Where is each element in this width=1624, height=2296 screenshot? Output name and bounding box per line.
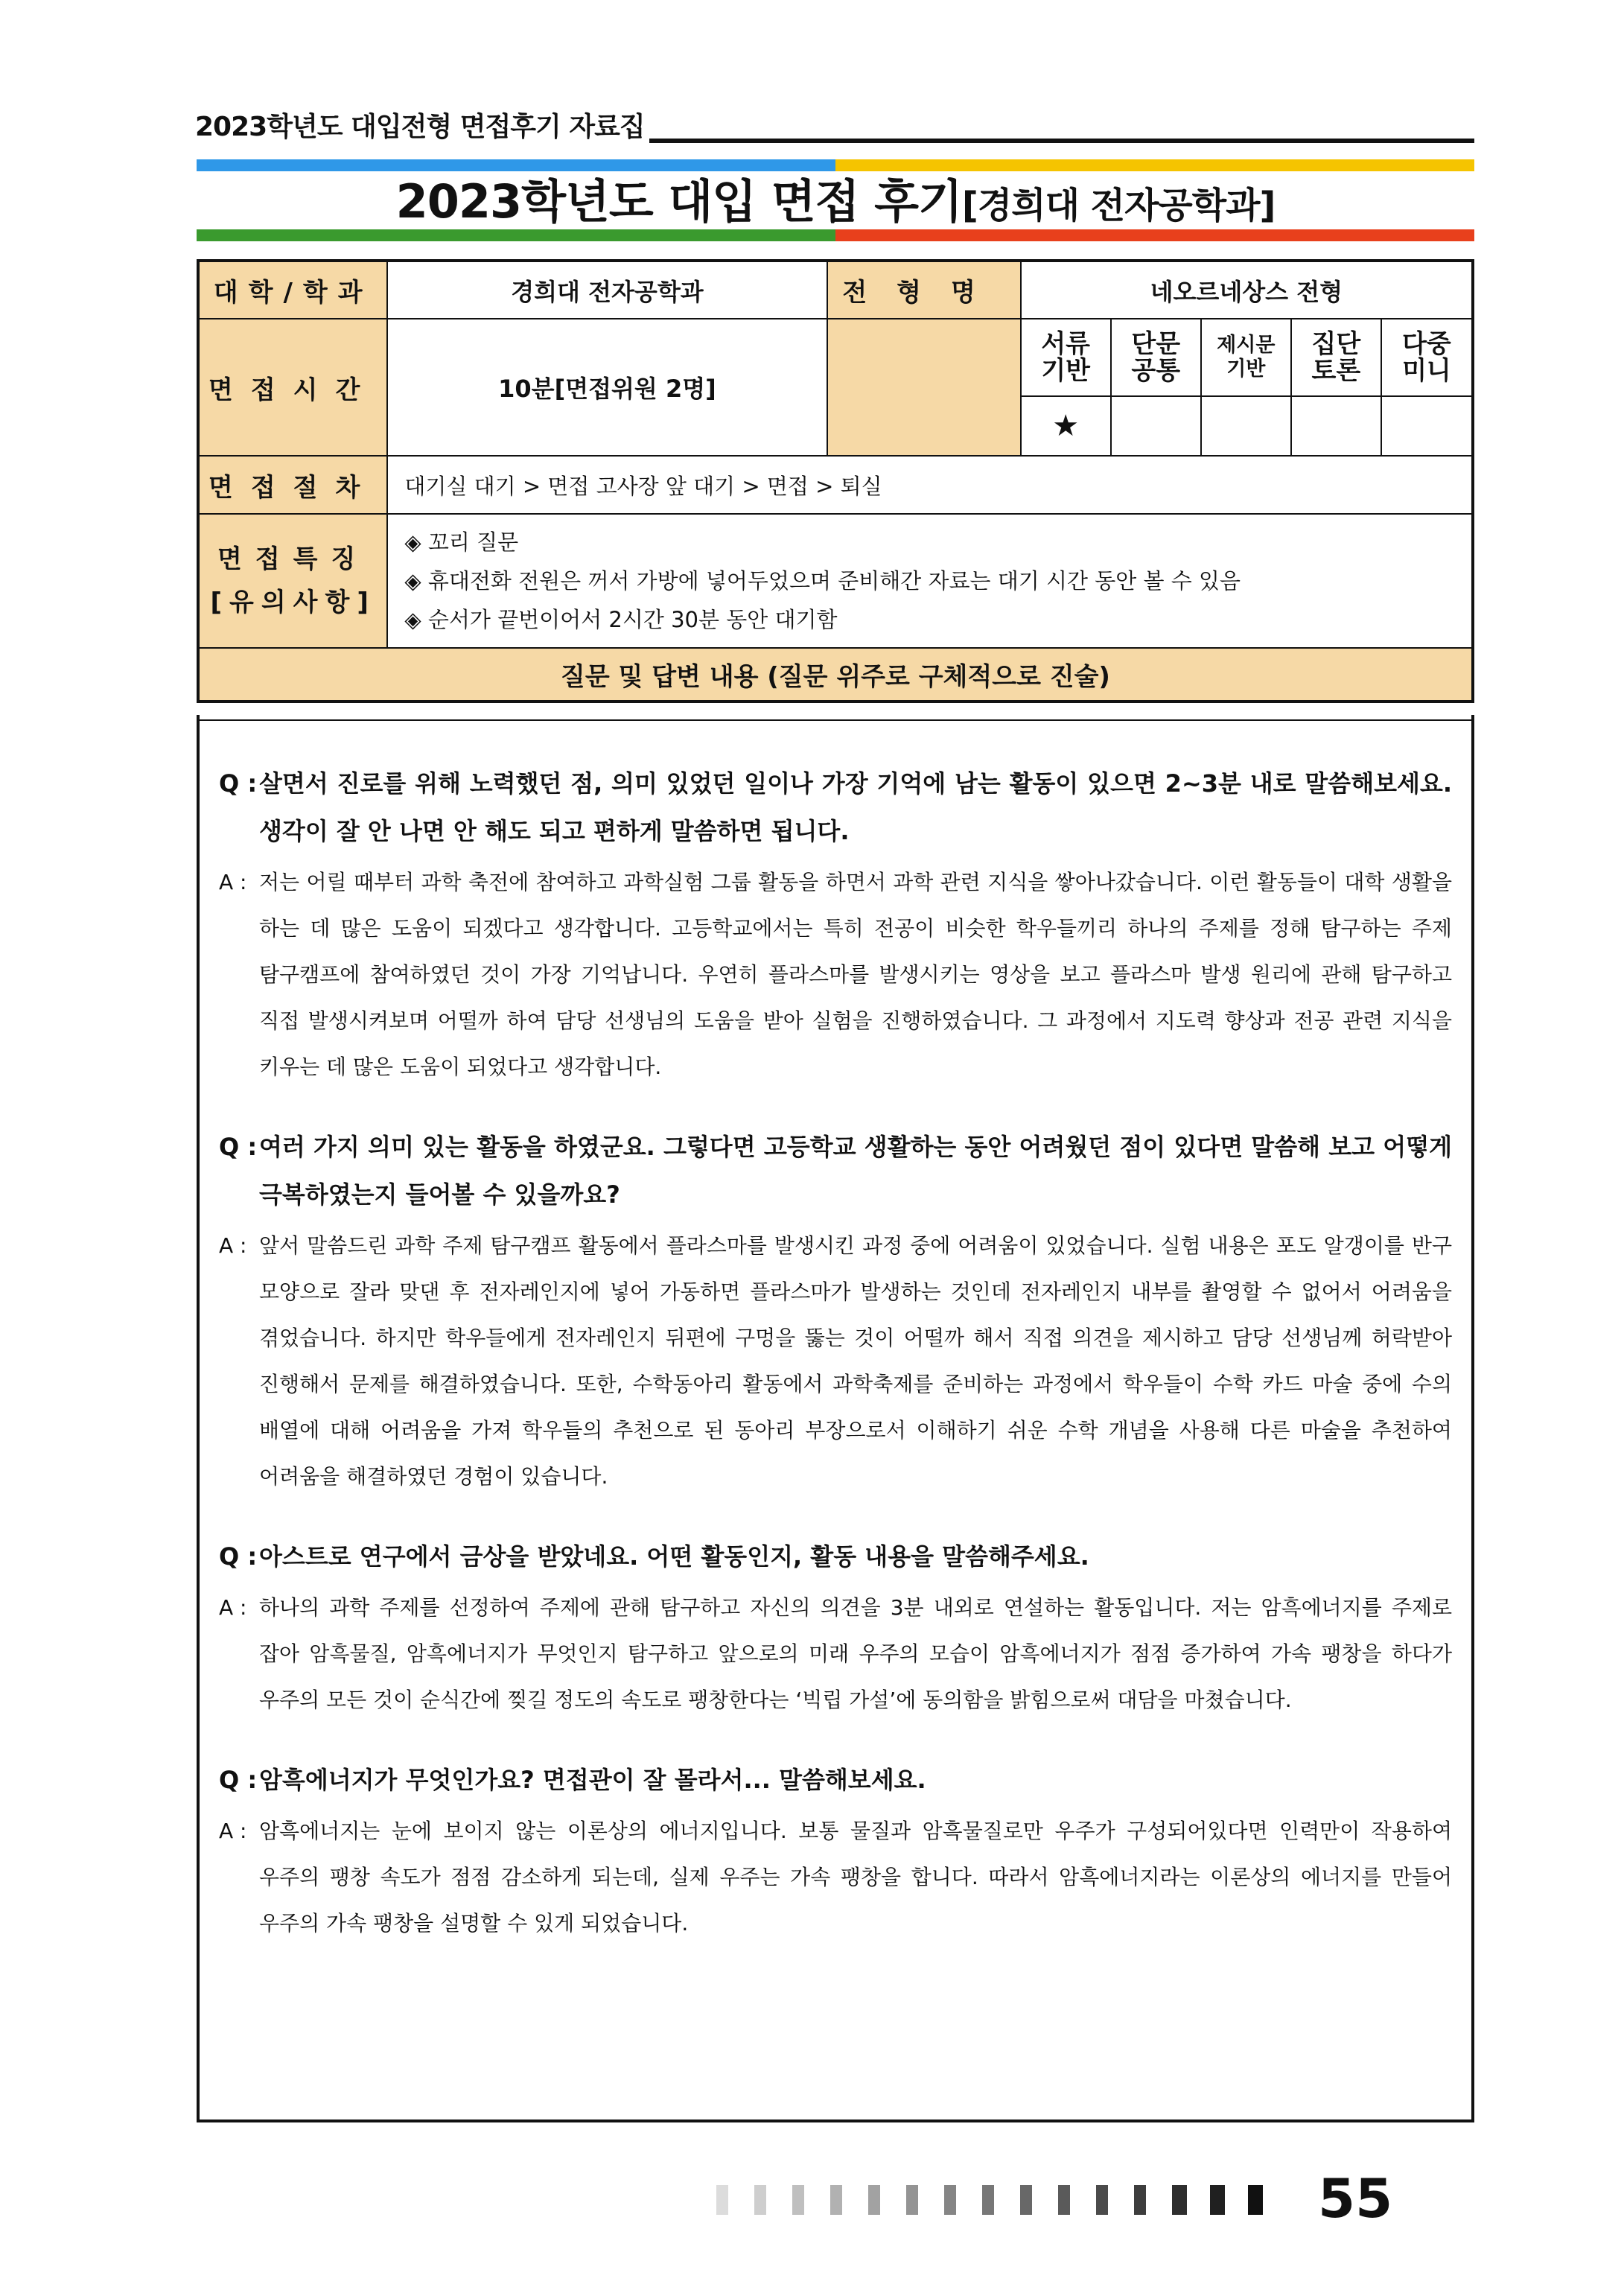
answer: A : 암흑에너지는 눈에 보이지 않는 이론상의 에너지입니다. 보통 물질과 암흑물질로만 우주가 구성되어있다면 인력만이 작용하여 우주의 팽창 속도가 점점 감소하게 되는데, 실제 우주는 가속 팽창을 합니다. 따라서 암흑에너지라는 이론상의 에너지를 만들어 우주의 가속 팽창을 설명할 수 있게 되었습니다. <box>219 1819 1452 1936</box>
footer-block <box>716 2185 728 2215</box>
time-label: 면접시간 <box>198 319 387 456</box>
star-mark-doc-based: ★ <box>1021 396 1111 456</box>
mark-multi-mini <box>1381 396 1473 456</box>
footer-block <box>830 2185 842 2215</box>
title-banner <box>197 159 1474 241</box>
footer-block <box>1210 2185 1225 2215</box>
qa-item <box>219 760 1452 1090</box>
type-multi-mini: 다중 미니 <box>1381 319 1473 396</box>
banner-bar-blue <box>197 159 835 171</box>
qa-content <box>219 760 1452 1979</box>
page-footer <box>716 2169 1446 2228</box>
footer-block <box>1134 2185 1146 2215</box>
question: Q : 살면서 진로를 위해 노력했던 점, 의미 있었던 일이나 가장 기억에 남는 활동이 있으면 2~3분 내로 말씀해보세요. 생각이 잘 안 나면 안 해도 되고 편하게 말씀하면 됩니다. <box>219 769 1453 845</box>
running-header-title: 2023학년도 대입전형 면접후기 자료집 <box>195 112 645 142</box>
type-value: 네오르네상스 전형 <box>1021 261 1473 319</box>
type-label: 전형명 <box>827 261 1021 319</box>
footer-block <box>1172 2185 1187 2215</box>
qa-panel <box>197 715 1474 2122</box>
univ-label: 대학/학과 <box>198 261 387 319</box>
qa-section-title: 질문 및 답변 내용 (질문 위주로 구체적으로 진술) <box>198 648 1473 702</box>
header-rule <box>649 139 1474 143</box>
footer-block <box>944 2185 956 2215</box>
page-title-sub: [경희대 전자공학과] <box>961 185 1276 226</box>
banner-bar-red <box>835 229 1474 241</box>
univ-value: 경희대 전자공학과 <box>387 261 827 319</box>
mark-short-common <box>1111 396 1201 456</box>
question: Q : 아스트로 연구에서 금상을 받았네요. 어떤 활동인지, 활동 내용을 말씀해주세요. <box>219 1542 1089 1571</box>
feature-item: ◈ 휴대전화 전원은 꺼서 가방에 넣어두었으며 준비해간 자료는 대기 시간 동안 볼 수 있음 <box>404 568 1241 594</box>
qa-item <box>219 1533 1452 1723</box>
type-group-discussion: 집단 토론 <box>1291 319 1381 396</box>
answer: A : 하나의 과학 주제를 선정하여 주제에 관해 탐구하고 자신의 의견을 3분 내외로 연설하는 활동입니다. 저는 암흑에너지를 주제로 잡아 암흑물질, 암흑에너지가 무엇인지 탐구하고 앞으로의 미래 우주의 모습이 암흑에너지가 점점 증가하여 가속 팽창을 하다가 우주의 모든 것이 순식간에 찢길 정도의 속도로 팽창한다는 ‘빅립 가설’에 동의함을 밝힘으로써 대담을 마쳤습니다. <box>219 1595 1452 1712</box>
running-header <box>195 106 1474 147</box>
type-short-common: 단문 공통 <box>1111 319 1201 396</box>
time-value: 10분[면접위원 2명] <box>387 319 827 456</box>
footer-block <box>1020 2185 1032 2215</box>
mark-passage-based <box>1201 396 1291 456</box>
feature-item: ◈ 꼬리 질문 <box>404 530 519 555</box>
footer-block <box>792 2185 804 2215</box>
answer: A : 저는 어릴 때부터 과학 축전에 참여하고 과학실험 그룹 활동을 하면서 과학 관련 지식을 쌓아나갔습니다. 이런 활동들이 대학 생활을 하는 데 많은 도움이 되겠다고 생각합니다. 고등학교에서는 특히 전공이 비슷한 학우들끼리 하나의 주제를 정해 탐구하는 주제 탐구캠프에 참여하였던 것이 가장 기억납니다. 우연히 플라스마를 발생시키는 영상을 보고 플라스마 발생 원리에 관해 탐구하고 직접 발생시켜보며 어떨까 하여 담당 선생님의 도움을 받아 실험을 진행하였습니다. 그 과정에서 지도력 향상과 전공 관련 지식을 키우는 데 많은 도움이 되었다고 생각합니다. <box>219 870 1452 1079</box>
banner-bar-green <box>197 229 835 241</box>
banner-bar-yellow <box>835 159 1474 171</box>
type-passage-based: 제시문 기반 <box>1201 319 1291 396</box>
type-doc-based: 서류 기반 <box>1021 319 1111 396</box>
qa-item <box>219 1123 1452 1500</box>
page-number: 55 <box>1318 2167 1393 2230</box>
answer: A : 앞서 말씀드린 과학 주제 탐구캠프 활동에서 플라스마를 발생시킨 과정 중에 어려움이 있었습니다. 실험 내용은 포도 알갱이를 반구 모양으로 잘라 맞댄 후 전자레인지에 넣어 가동하면 플라스마가 발생하는 것인데 전자레인지 내부를 촬영할 수 없어서 어려움을 겪었습니다. 하지만 학우들에게 전자레인지 뒤편에 구멍을 뚫는 것이 어떨까 해서 직접 의견을 제시하고 담당 선생님께 허락받아 진행해서 문제를 해결하였습니다. 또한, 수학동아리 활동에서 과학축제를 준비하는 과정에서 학우들이 수학 카드 마술 중에 수의 배열에 대해 어려움을 가져 학우들의 추천으로 된 동아리 부장으로서 이해하기 쉬운 수학 개념을 사용해 다른 마술을 추천하여 어려움을 해결하였던 경험이 있습니다. <box>219 1233 1452 1489</box>
interview-info-table <box>197 259 1474 703</box>
qa-panel-divider <box>200 715 1471 721</box>
question: Q : 암흑에너지가 무엇인가요? 면접관이 잘 몰라서... 말씀해보세요. <box>219 1766 926 1794</box>
qa-item <box>219 1756 1452 1947</box>
procedure-value: 대기실 대기 > 면접 고사장 앞 대기 > 면접 > 퇴실 <box>387 456 1473 514</box>
footer-block <box>868 2185 880 2215</box>
mark-group-discussion <box>1291 396 1381 456</box>
footer-block <box>1058 2185 1070 2215</box>
footer-block <box>906 2185 918 2215</box>
question: Q : 여러 가지 의미 있는 활동을 하였군요. 그렇다면 고등학교 생활하는 동안 어려웠던 점이 있다면 말씀해 보고 어떻게 극복하였는지 들어볼 수 있을까요? <box>219 1133 1452 1209</box>
footer-block <box>754 2185 766 2215</box>
feature-list <box>387 514 1473 648</box>
page-title-main: 2023학년도 대입 면접 후기 <box>395 174 962 229</box>
page-title <box>197 174 1474 229</box>
procedure-label: 면접절차 <box>198 456 387 514</box>
footer-block <box>1248 2185 1263 2215</box>
feature-item: ◈ 순서가 끝번이어서 2시간 30분 동안 대기함 <box>404 607 838 632</box>
feature-label: 면접특징 [유의사항] <box>198 514 387 648</box>
footer-block <box>1096 2185 1108 2215</box>
footer-block <box>982 2185 994 2215</box>
type-blank-cell <box>827 319 1021 456</box>
